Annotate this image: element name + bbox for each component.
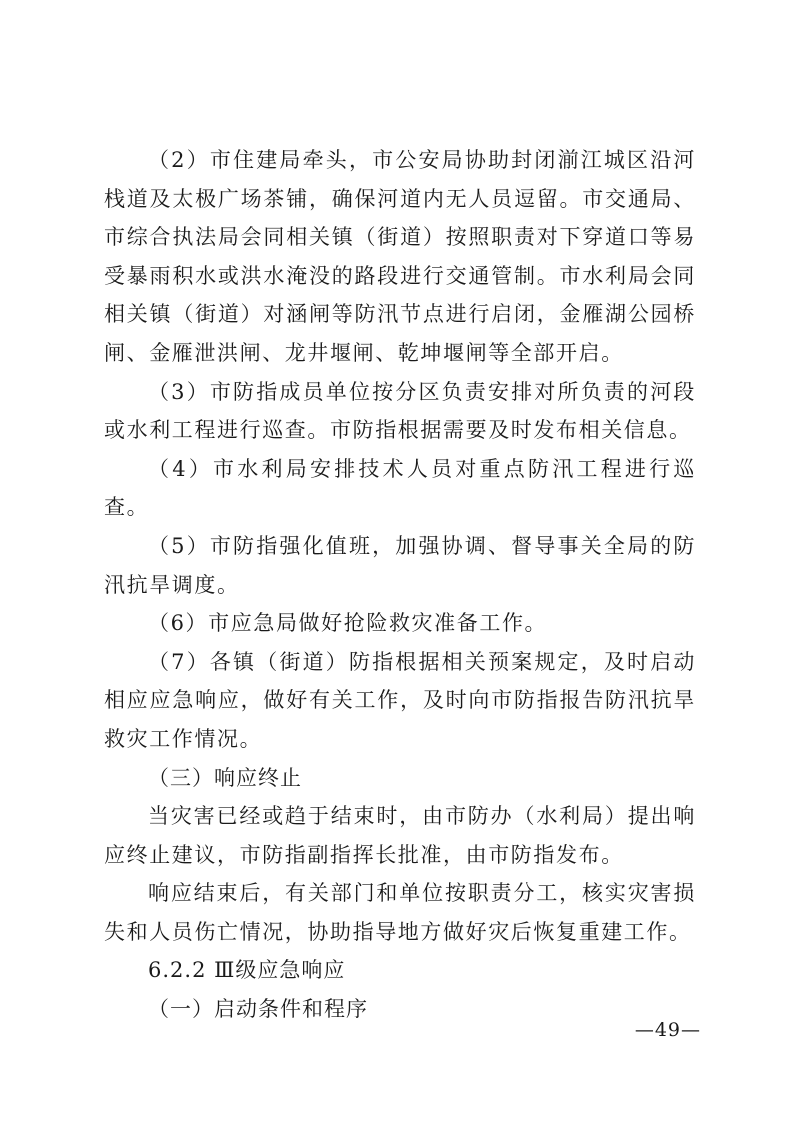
section-heading-response-termination: （三）响应终止 — [148, 765, 302, 790]
page-number: —49— — [634, 1019, 701, 1041]
subsection-heading-start-conditions: （一）启动条件和程序 — [148, 997, 368, 1022]
paragraph-post-response: 响应结束后，有关部门和单位按职责分工，核实灾害损失和人员伤亡情况，协助指导地方做好灾后恢复重建工作。 — [104, 881, 696, 944]
document-body — [104, 141, 696, 1029]
paragraph-item-2: （2）市住建局牵头，市公安局协助封闭湔江城区沿河栈道及太极广场茶铺，确保河道内无人员逗留。市交通局、市综合执法局会同相关镇（街道）按照职责对下穿道口等易受暴雨积水或洪水淹没的路段进行交通管制。市水利局会同相关镇（街道）对涵闸等防汛节点进行启闭，金雁湖公园桥闸、金雁泄洪闸、龙井堰闸、乾坤堰闸等全部开启。 — [104, 148, 696, 365]
paragraph-item-6: （6）市应急局做好抢险救灾准备工作。 — [148, 611, 548, 636]
paragraph-item-5: （5）市防指强化值班，加强协调、督导事关全局的防汛抗旱调度。 — [104, 533, 696, 597]
paragraph-item-3: （3）市防指成员单位按分区负责安排对所负责的河段或水利工程进行巡查。市防指根据需要及时发布相关信息。 — [104, 379, 696, 443]
paragraph-termination-condition: 当灾害已经或趋于结束时，由市防办（水利局）提出响应终止建议，市防指副指挥长批准，由市防指发布。 — [104, 804, 696, 867]
paragraph-item-4: （4）市水利局安排技术人员对重点防汛工程进行巡查。 — [104, 456, 696, 520]
paragraph-item-7: （7）各镇（街道）防指根据相关预案规定，及时启动相应应急响应，做好有关工作，及时向市防指报告防汛抗旱救灾工作情况。 — [104, 649, 696, 751]
section-heading-level-3-response: 6.2.2 Ⅲ级应急响应 — [148, 958, 346, 983]
